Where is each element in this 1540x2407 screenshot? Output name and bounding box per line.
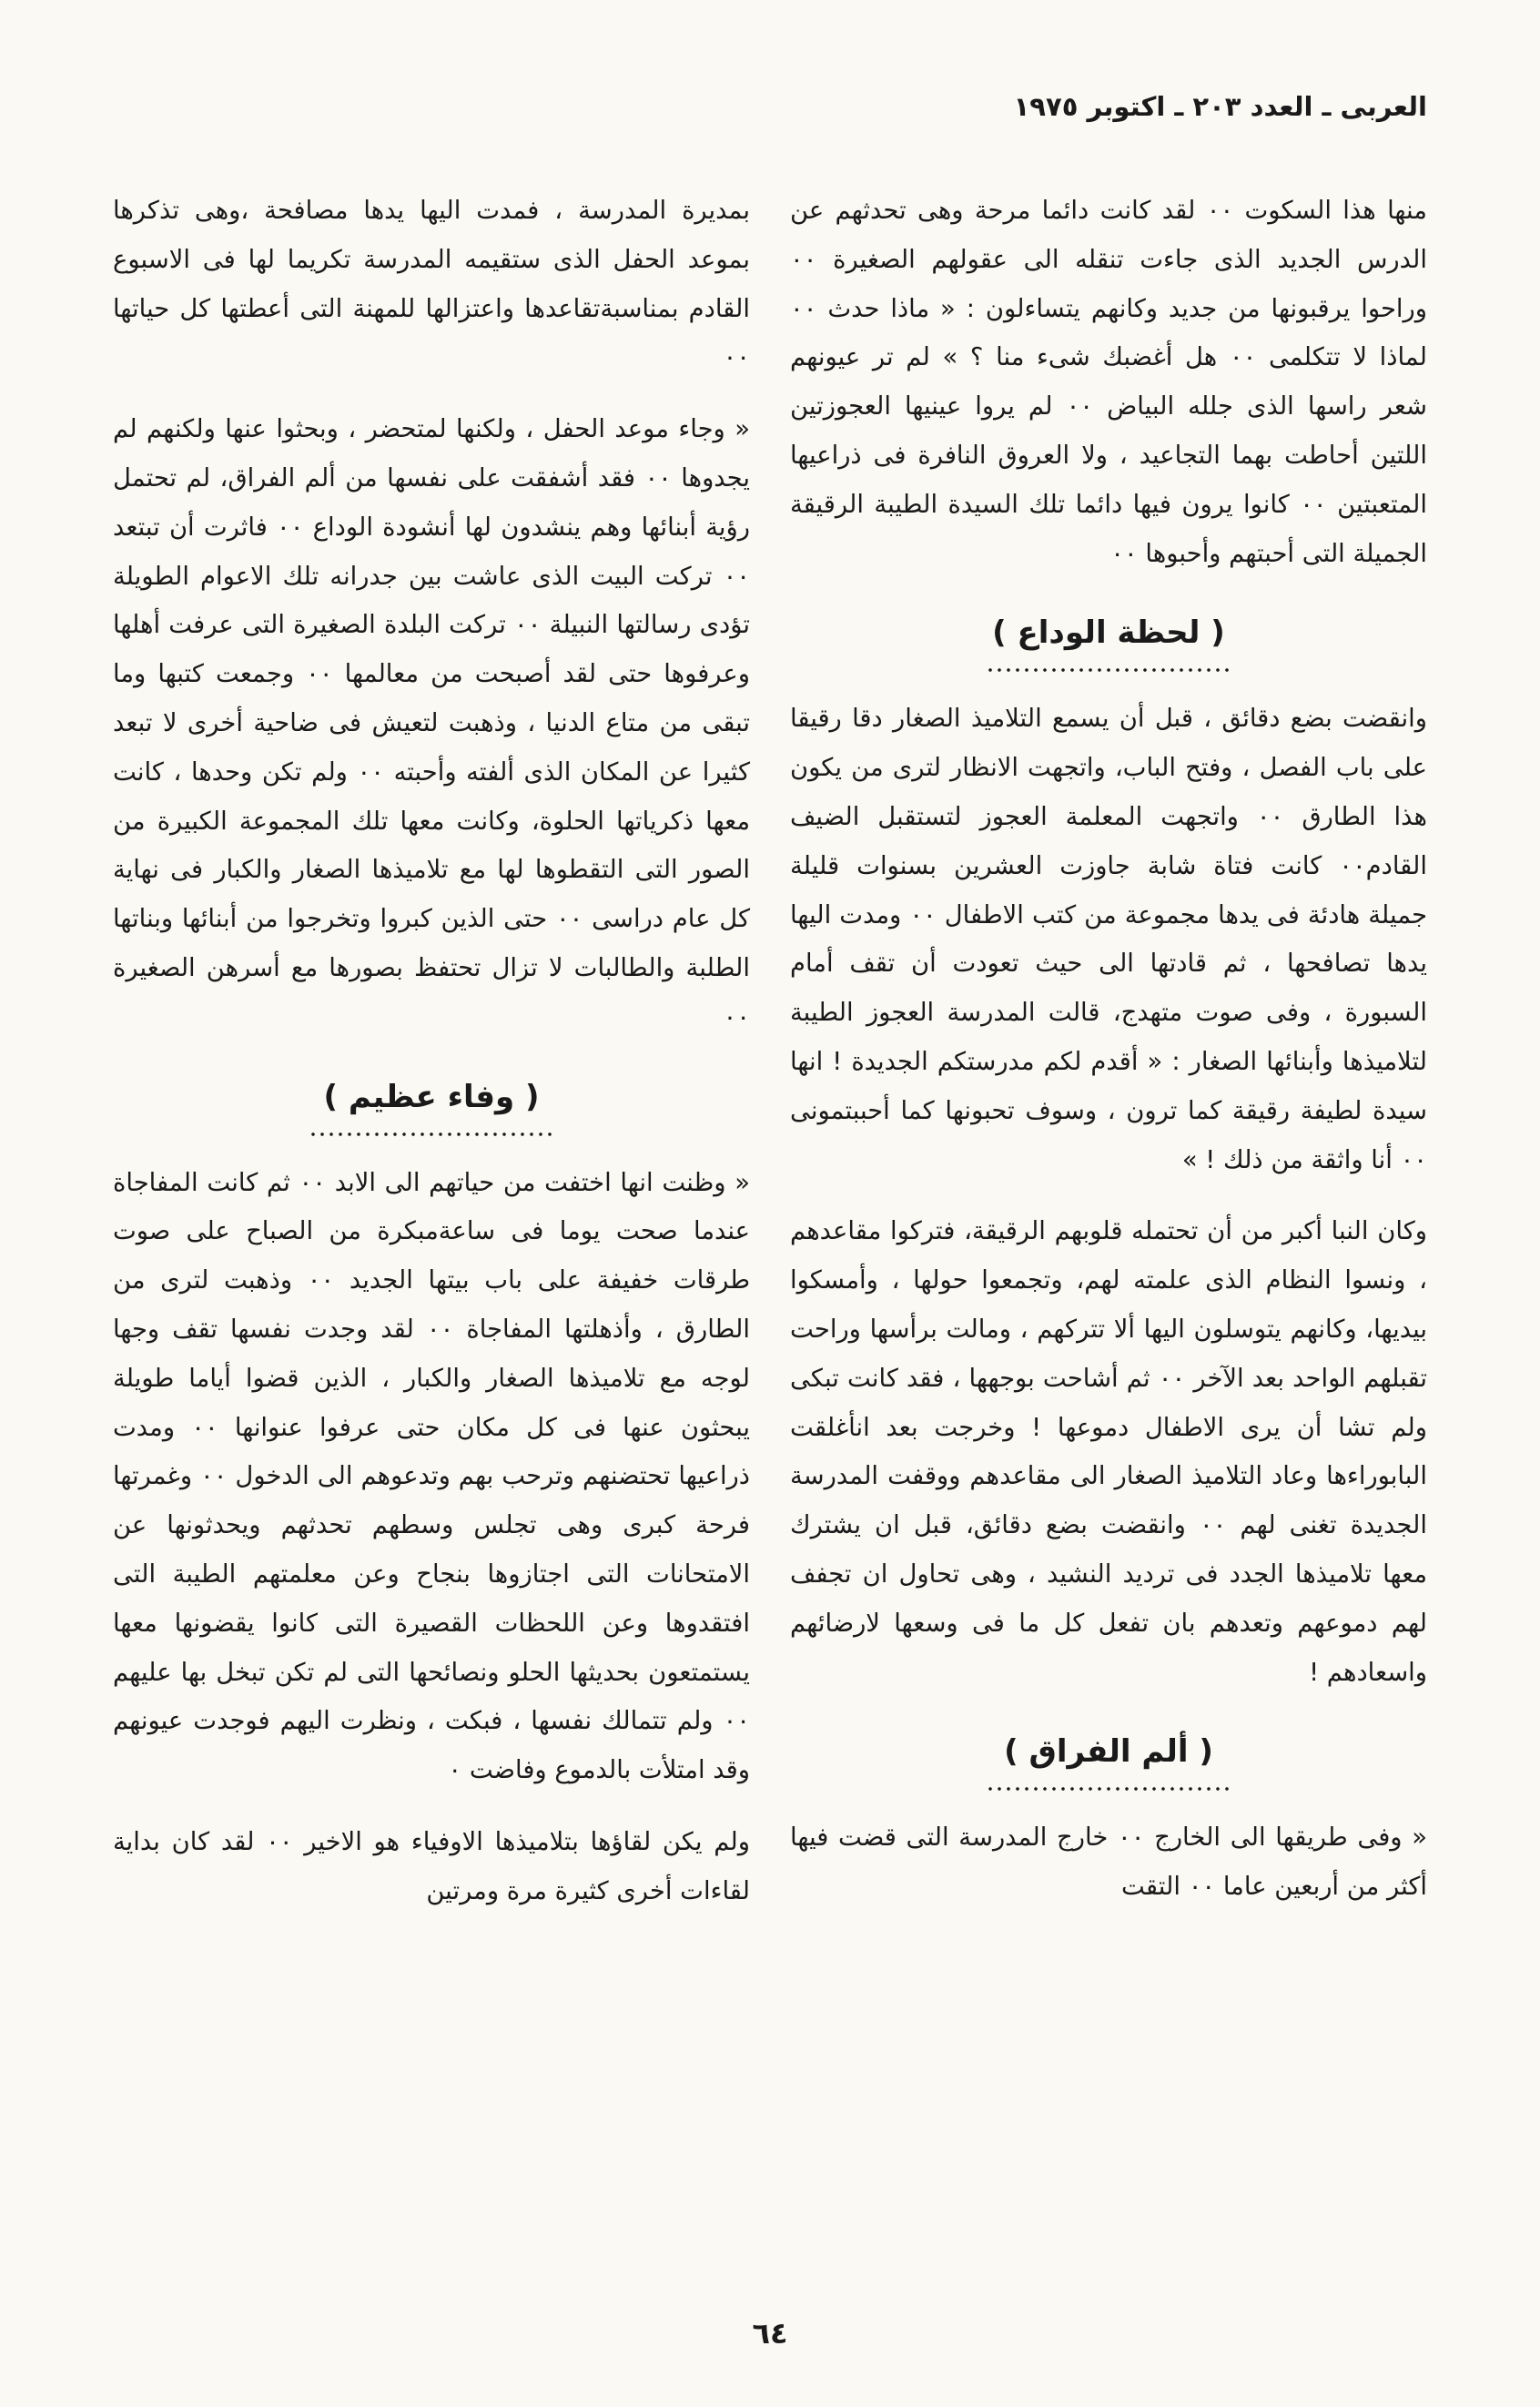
paragraph: وانقضت بضع دقائق ، قبل أن يسمع التلاميذ الصغار دقا رقيقا على باب الفصل ، وفتح الباب، واتجهت الانظار لترى من يكون هذا الطارق ٠٠ واتجهت المعلمة العجوز لتستقبل الضيف القادم٠٠ كانت فتاة شابة جاوزت العشرين بسنوات قليلة جميلة هادئة فى يدها مجموعة من كتب الاطفال ٠٠ ومدت اليها يدها تصافحها ، ثم قادتها الى حيث تعودت أن تقف أمام السبورة ، وفى صوت متهدج، قالت المدرسة العجوز الطيبة لتلاميذها وأبنائها الصغار : « أقدم لكم مدرستكم الجديدة ! انها سيدة لطيفة رقيقة كما ترون ، وسوف تحبونها كما أحببتمونى ٠٠ أنا واثقة من ذلك ! »	[790, 705, 1427, 1174]
paragraph: « وجاء موعد الحفل ، ولكنها لمتحضر ، وبحثوا عنها ولكنهم لم يجدوها ٠٠ فقد أشفقت على نفسها من ألم الفراق، لم تحتمل رؤية أبنائها وهم ينشدون لها أنشودة الوداع ٠٠ فاثرت أن تبتعد ٠٠ تركت البيت الذى عاشت بين جدرانه تلك الاعوام الطويلة تؤدى رسالتها النبيلة ٠٠ تركت البلدة الصغيرة التى عرفت أهلها وعرفوها حتى لقد أصبحت من معالمها ٠٠ وجمعت كتبها وما تبقى من متاع الدنيا ، وذهبت لتعيش فى ضاحية أخرى لا تبعد كثيرا عن المكان الذى ألفته وأحبته ٠٠ ولم تكن وحدها ، كانت معها ذكرياتها الحلوة، وكانت معها تلك المجموعة الكبيرة من الصور التى التقطوها لها مع تلاميذها الصغار والكبار فى نهاية كل عام دراسى ٠٠ حتى الذين كبروا وتخرجوا من أبنائها وبناتها الطلبة والطالبات لا تزال تحتفظ بصورها مع أسرهن الصغيرة ٠٠	[113, 415, 751, 1031]
right-column	[790, 187, 1427, 1935]
running-header: العربى ـ العدد ٢٠٣ ـ اكتوبر ١٩٧٥	[1013, 91, 1427, 122]
paragraph: « وظنت انها اختفت من حياتهم الى الابد ٠٠ ثم كانت المفاجاة عندما صحت يوما فى ساعةمبكرة من الصباح على صوت طرقات خفيفة على باب بيتها الجديد ٠٠ وذهبت لترى من الطارق ، وأذهلتها المفاجاة ٠٠ لقد وجدت نفسها تقف وجها لوجه مع تلاميذها الصغار والكبار ، الذين قضوا أياما طويلة يبحثون عنها فى كل مكان حتى عرفوا عنوانها ٠٠ ومدت ذراعيها تحتضنهم وترحب بهم وتدعوهم الى الدخول ٠٠ وغمرتها فرحة كبرى وهى تجلس وسطهم تحدثهم ويحدثونها عن الامتحانات التى اجتازوها بنجاح وعن معلمتهم الطيبة التى افتقدوها وعن اللحظات القصيرة التى كانوا يقضونها معها يستمتعون بحديثها الحلو ونصائحها التى لم تكن تبخل بها عليهم ٠٠ ولم تتمالك نفسها ، فبكت ، ونظرت اليهم فوجدت عيونهم وقد امتلأت بالدموع وفاضت ٠	[113, 1168, 751, 1785]
dotted-rule	[309, 1130, 554, 1139]
left-column	[113, 187, 750, 1939]
section-heading	[790, 605, 1427, 675]
paragraph: « وفى طريقها الى الخارج ٠٠ خارج المدرسة التى قضت فيها أكثر من أربعين عاما ٠٠ التقت	[790, 1823, 1428, 1902]
paragraph: ولم يكن لقاؤها بتلاميذها الاوفياء هو الاخير ٠٠ لقد كان بداية لقاءات أخرى كثيرة مرة ومرتين	[113, 1827, 750, 1905]
dotted-rule	[986, 1784, 1231, 1793]
dotted-rule	[986, 665, 1231, 675]
paragraph: بمديرة المدرسة ، فمدت اليها يدها مصافحة ،وهى تذكرها بموعد الحفل الذى ستقيمه المدرسة تكريما لها فى الاسبوع القادم بمناسبةتقاعدها واعتزالها للمهنة التى أعطتها كل حياتها ٠٠	[113, 197, 750, 372]
paragraph: منها هذا السكوت ٠٠ لقد كانت دائما مرحة وهى تحدثهم عن الدرس الجديد الذى جاءت تنقله الى عقولهم الصغيرة ٠٠ وراحوا يرقبونها من جديد وكانهم يتساءلون : « ماذا حدث ٠٠ لماذا لا تتكلمى ٠٠ هل أغضبك شىء منا ؟ » لم تر عيونهم شعر راسها الذى جلله البياض ٠٠ لم يروا عينيها العجوزتين اللتين أحاطت بهما التجاعيد ، ولا العروق النافرة فى ذراعيها المتعبتين ٠٠ كانوا يرون فيها دائما تلك السيدة الطيبة الرقيقة الجميلة التى أحبتهم وأحبوها ٠٠	[790, 197, 1427, 568]
section-heading	[790, 1724, 1427, 1793]
section-heading-text: ( ألم الفراق )	[1004, 1733, 1213, 1771]
page-number: ٦٤	[752, 2316, 788, 2351]
section-heading-text: ( وفاء عظيم )	[323, 1078, 540, 1115]
section-heading	[113, 1070, 750, 1139]
paragraph: وكان النبا أكبر من أن تحتمله قلوبهم الرقيقة، فتركوا مقاعدهم ، ونسوا النظام الذى علمته لهم، وتجمعوا حولها ، وأمسكوا بيديها، وكانهم يتوسلون اليها ألا تتركهم ، ومالت برأسها وراحت تقبلهم الواحد بعد الآخر ٠٠ ثم أشاحت بوجهها ، فقد كانت تبكى ولم تشا أن يرى الاطفال دموعها ! وخرجت بعد انأغلقت البابوراءها وعاد التلاميذ الصغار الى مقاعدهم ووقفت المدرسة الجديدة تغنى لهم ٠٠ وانقضت بضع دقائق، قبل ان يشترك معها تلاميذها الجدد فى ترديد النشيد ، وهى تحاول ان تجفف لهم دموعهم وتعدهم بان تفعل كل ما فى وسعها لارضائهم واسعادهم !	[790, 1217, 1427, 1687]
section-heading-text: ( لحظة الوداع )	[992, 614, 1225, 652]
